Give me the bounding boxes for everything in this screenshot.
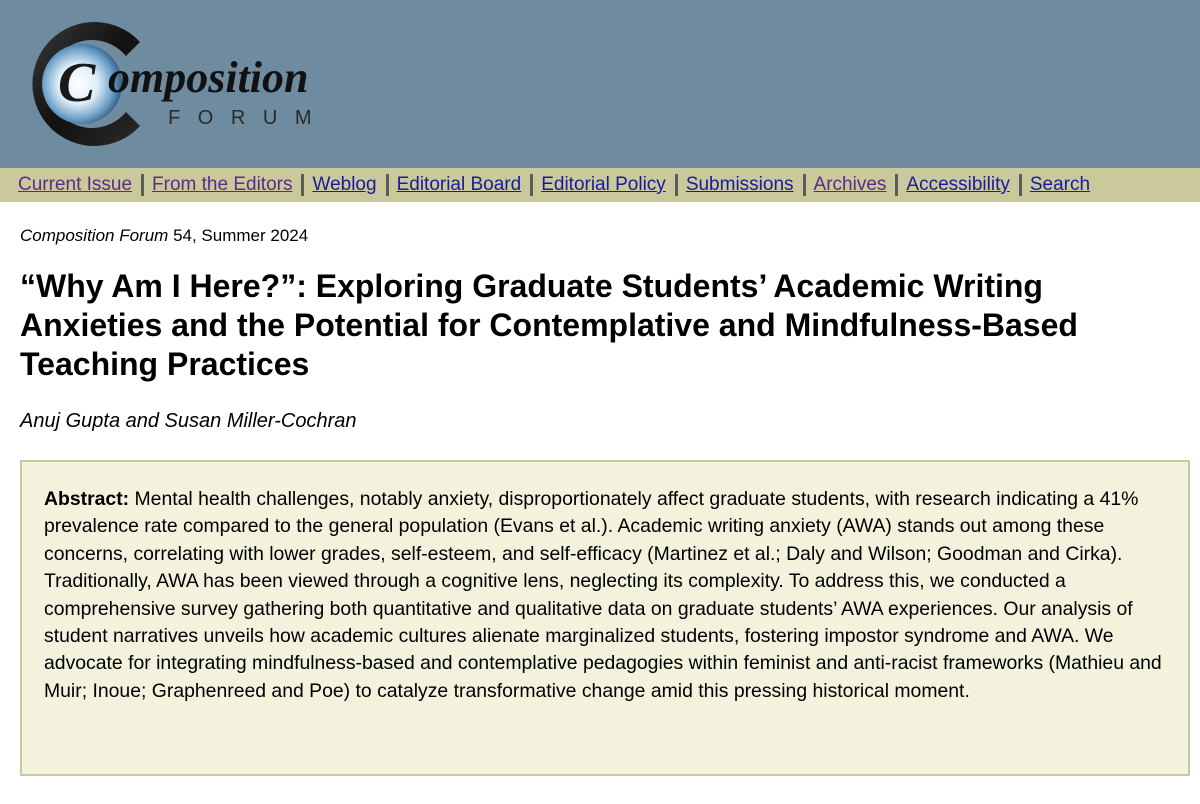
article-title: “Why Am I Here?”: Exploring Graduate Students’ Academic Writing Anxieties and the Potential for Contemplative and Mindfulness-Based Teaching Practices [20, 268, 1078, 382]
nav-separator [301, 174, 304, 196]
journal-name: Composition Forum [20, 226, 169, 245]
issue-number: 54, Summer 2024 [173, 226, 309, 245]
abstract-text: Mental health challenges, notably anxiety, disproportionately affect graduate students, with research indicating a 41% prevalence rate compared to the general population (Evans et al.). Academic writing anxiety (AWA) stands out among these concerns, correlating with lower grades, self-esteem, and self-efficacy (Martinez et al.; Daly and Wilson; Goodman and Cirka). Traditionally, AWA has been viewed through a cognitive lens, neglecting its complexity. To address this, we conducted a comprehensive survey gathering both quantitative and qualitative data on graduate students’ AWA experiences. Our analysis of student narratives unveils how academic cultures alienate marginalized students, fostering impostor syndrome and AWA. We advocate for integrating mindfulness-based and contemplative pedagogies within feminist and anti-racist frameworks (Mathieu and Muir; Inoue; Graphenreed and Poe) to catalyze transformative change amid this pressing historical moment. [44, 488, 1162, 702]
nav-separator [675, 174, 678, 196]
nav-editorial-board[interactable]: Editorial Board [396, 174, 522, 195]
nav-accessibility[interactable]: Accessibility [906, 174, 1010, 195]
abstract-box [20, 460, 1190, 776]
nav-weblog[interactable]: Weblog [312, 174, 377, 195]
nav-separator [895, 174, 898, 196]
main-navigation [0, 168, 1200, 202]
nav-separator [386, 174, 389, 196]
nav-from-the-editors[interactable]: From the Editors [152, 174, 293, 195]
nav-separator [803, 174, 806, 196]
composition-forum-logo[interactable] [0, 0, 420, 168]
nav-archives[interactable]: Archives [813, 174, 887, 195]
logo-wordmark: omposition [108, 53, 309, 102]
nav-editorial-policy[interactable]: Editorial Policy [541, 174, 666, 195]
nav-separator [530, 174, 533, 196]
logo-subtitle: F O R U M [168, 107, 318, 129]
abstract-label: Abstract: [44, 488, 130, 510]
site-banner [0, 0, 1200, 168]
nav-current-issue[interactable]: Current Issue [18, 174, 133, 195]
logo-initial: C [58, 52, 96, 114]
article-authors: Anuj Gupta and Susan Miller-Cochran [20, 410, 357, 432]
nav-separator [1019, 174, 1022, 196]
logo-graphic [0, 0, 420, 168]
nav-separator [141, 174, 144, 196]
issue-info [20, 226, 308, 246]
nav-search[interactable]: Search [1029, 174, 1091, 195]
nav-submissions[interactable]: Submissions [685, 174, 794, 195]
